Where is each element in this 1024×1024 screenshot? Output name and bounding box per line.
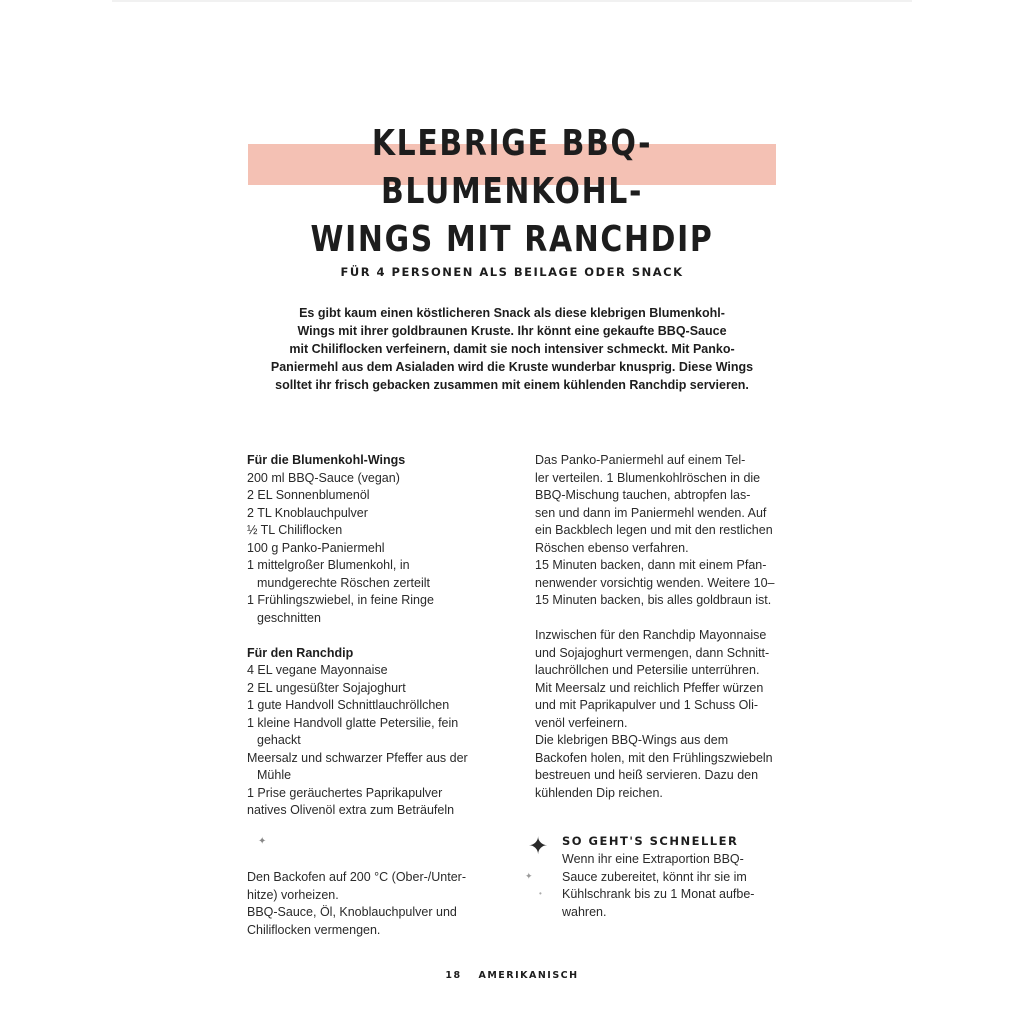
ingredient-item: 1 mittelgroßer Blumenkohl, in: [247, 558, 410, 572]
page-number: 18: [445, 970, 462, 981]
method-line: lauchröllchen und Petersilie unterrühren.: [535, 663, 760, 677]
method-line: 15 Minuten backen, dann mit einem Pfan-: [535, 558, 767, 572]
intro-line: Es gibt kaum einen köstlicheren Snack als diese klebrigen Blumenkohl-: [299, 306, 725, 320]
title-block: [240, 120, 784, 260]
sparkle-icon: ✦: [258, 836, 267, 847]
tip-text: [562, 851, 754, 921]
ingredient-item: 2 EL ungesüßter Sojajoghurt: [247, 680, 406, 695]
method-line: BBQ-Mischung tauchen, abtropfen las-: [535, 488, 751, 502]
ingredient-item: 100 g Panko-Paniermehl: [247, 540, 385, 555]
ingredient-item: gehackt: [257, 733, 301, 747]
method-line: Röschen ebenso verfahren.: [535, 540, 689, 555]
ingredient-item: geschnitten: [257, 610, 321, 625]
ingredient-item: Mühle: [257, 768, 292, 782]
ingredient-item: 1 kleine Handvoll glatte Petersilie, fein: [247, 715, 459, 730]
title-line: KLEBRIGE BBQ-BLUMENKOHL-: [371, 123, 653, 212]
method-line: Inzwischen für den Ranchdip Mayonnaise: [535, 628, 767, 642]
title-line: WINGS MIT RANCHDIP: [310, 219, 714, 260]
ingredient-item: 2 TL Knoblauchpulver: [247, 505, 368, 520]
intro-line: solltet ihr frisch gebacken zusammen mit einem kühlenden Ranchdip servieren.: [275, 378, 749, 392]
method-column: [535, 452, 785, 802]
large-sparkle-icon: ✦: [528, 833, 549, 860]
ingredient-item: 2 EL Sonnenblumenöl: [247, 488, 370, 502]
method-line: sen und dann im Paniermehl wenden. Auf: [535, 505, 767, 520]
method-line: ler verteilen. 1 Blumenkohlröschen in die: [535, 470, 761, 485]
method-line: BBQ-Sauce, Öl, Knoblauchpulver und: [247, 905, 457, 919]
method-line: Das Panko-Paniermehl auf einem Tel-: [535, 453, 746, 467]
tip-line: Sauce zubereitet, könnt ihr sie im: [562, 869, 747, 884]
ingredient-item: Meersalz und schwarzer Pfeffer aus der: [247, 750, 468, 765]
tip-line: wahren.: [562, 904, 607, 919]
method-line: Mit Meersalz und reichlich Pfeffer würzen: [535, 680, 764, 695]
method-line: und Sojajoghurt vermengen, dann Schnitt-: [535, 645, 770, 660]
method-line: kühlenden Dip reichen.: [535, 785, 663, 800]
method-line: hitze) vorheizen.: [247, 887, 339, 902]
method-line: Chiliflocken vermengen.: [247, 922, 381, 937]
section-name: AMERIKANISCH: [478, 970, 579, 981]
method-line: venöl verfeinern.: [535, 715, 628, 730]
dot-icon: •: [539, 889, 542, 898]
method-line: und mit Paprikapulver und 1 Schuss Oli-: [535, 698, 759, 712]
intro-paragraph: [240, 304, 784, 394]
ingredient-item: 200 ml BBQ-Sauce (vegan): [247, 470, 400, 485]
method-line: bestreuen und heiß servieren. Dazu den: [535, 768, 759, 782]
ingredient-item: ½ TL Chiliflocken: [247, 523, 343, 537]
intro-line: Paniermehl aus dem Asialaden wird die Kruste wunderbar knusprig. Diese Wings: [270, 360, 754, 374]
dip-ingredients-heading: Für den Ranchdip: [247, 645, 354, 660]
servings-subtitle: FÜR 4 PERSONEN ALS BEILAGE ODER SNACK: [340, 265, 684, 279]
method-line: nenwender vorsichtig wenden. Weitere 10–: [535, 575, 775, 590]
ingredients-column: [247, 452, 517, 820]
wings-ingredients-heading: Für die Blumenkohl-Wings: [247, 453, 406, 467]
ingredient-item: 1 gute Handvoll Schnittlauchröllchen: [247, 698, 450, 712]
ingredient-item: 1 Prise geräuchertes Paprikapulver: [247, 785, 443, 800]
method-line: Backofen holen, mit den Frühlingszwiebeln: [535, 750, 773, 765]
ingredient-item: 4 EL vegane Mayonnaise: [247, 663, 388, 677]
tip-line: Kühlschrank bis zu 1 Monat aufbe-: [562, 887, 755, 901]
method-line: 15 Minuten backen, bis alles goldbraun ist.: [535, 593, 772, 607]
tip-heading: SO GEHT'S SCHNELLER: [562, 834, 739, 848]
method-line: ein Backblech legen und mit den restlichen: [535, 523, 773, 537]
intro-line: mit Chiliflocken verfeinern, damit sie noch intensiver schmeckt. Mit Panko-: [289, 342, 735, 356]
method-step-1: [247, 869, 466, 939]
recipe-title: [286, 120, 738, 264]
top-rule: [112, 0, 912, 2]
intro-line: Wings mit ihrer goldbraunen Kruste. Ihr könnt eine gekaufte BBQ-Sauce: [297, 324, 727, 338]
method-line: Die klebrigen BBQ-Wings aus dem: [535, 733, 729, 747]
method-line: Den Backofen auf 200 °C (Ober-/Unter-: [247, 870, 466, 884]
ingredient-item: mundgerechte Röschen zerteilt: [257, 575, 431, 590]
ingredient-item: 1 Frühlingszwiebel, in feine Ringe: [247, 593, 434, 607]
small-sparkle-icon: ✦: [525, 871, 533, 881]
tip-line: Wenn ihr eine Extraportion BBQ-: [562, 852, 744, 866]
ingredient-item: natives Olivenöl extra zum Beträufeln: [247, 803, 455, 817]
page-footer: [0, 970, 1024, 981]
